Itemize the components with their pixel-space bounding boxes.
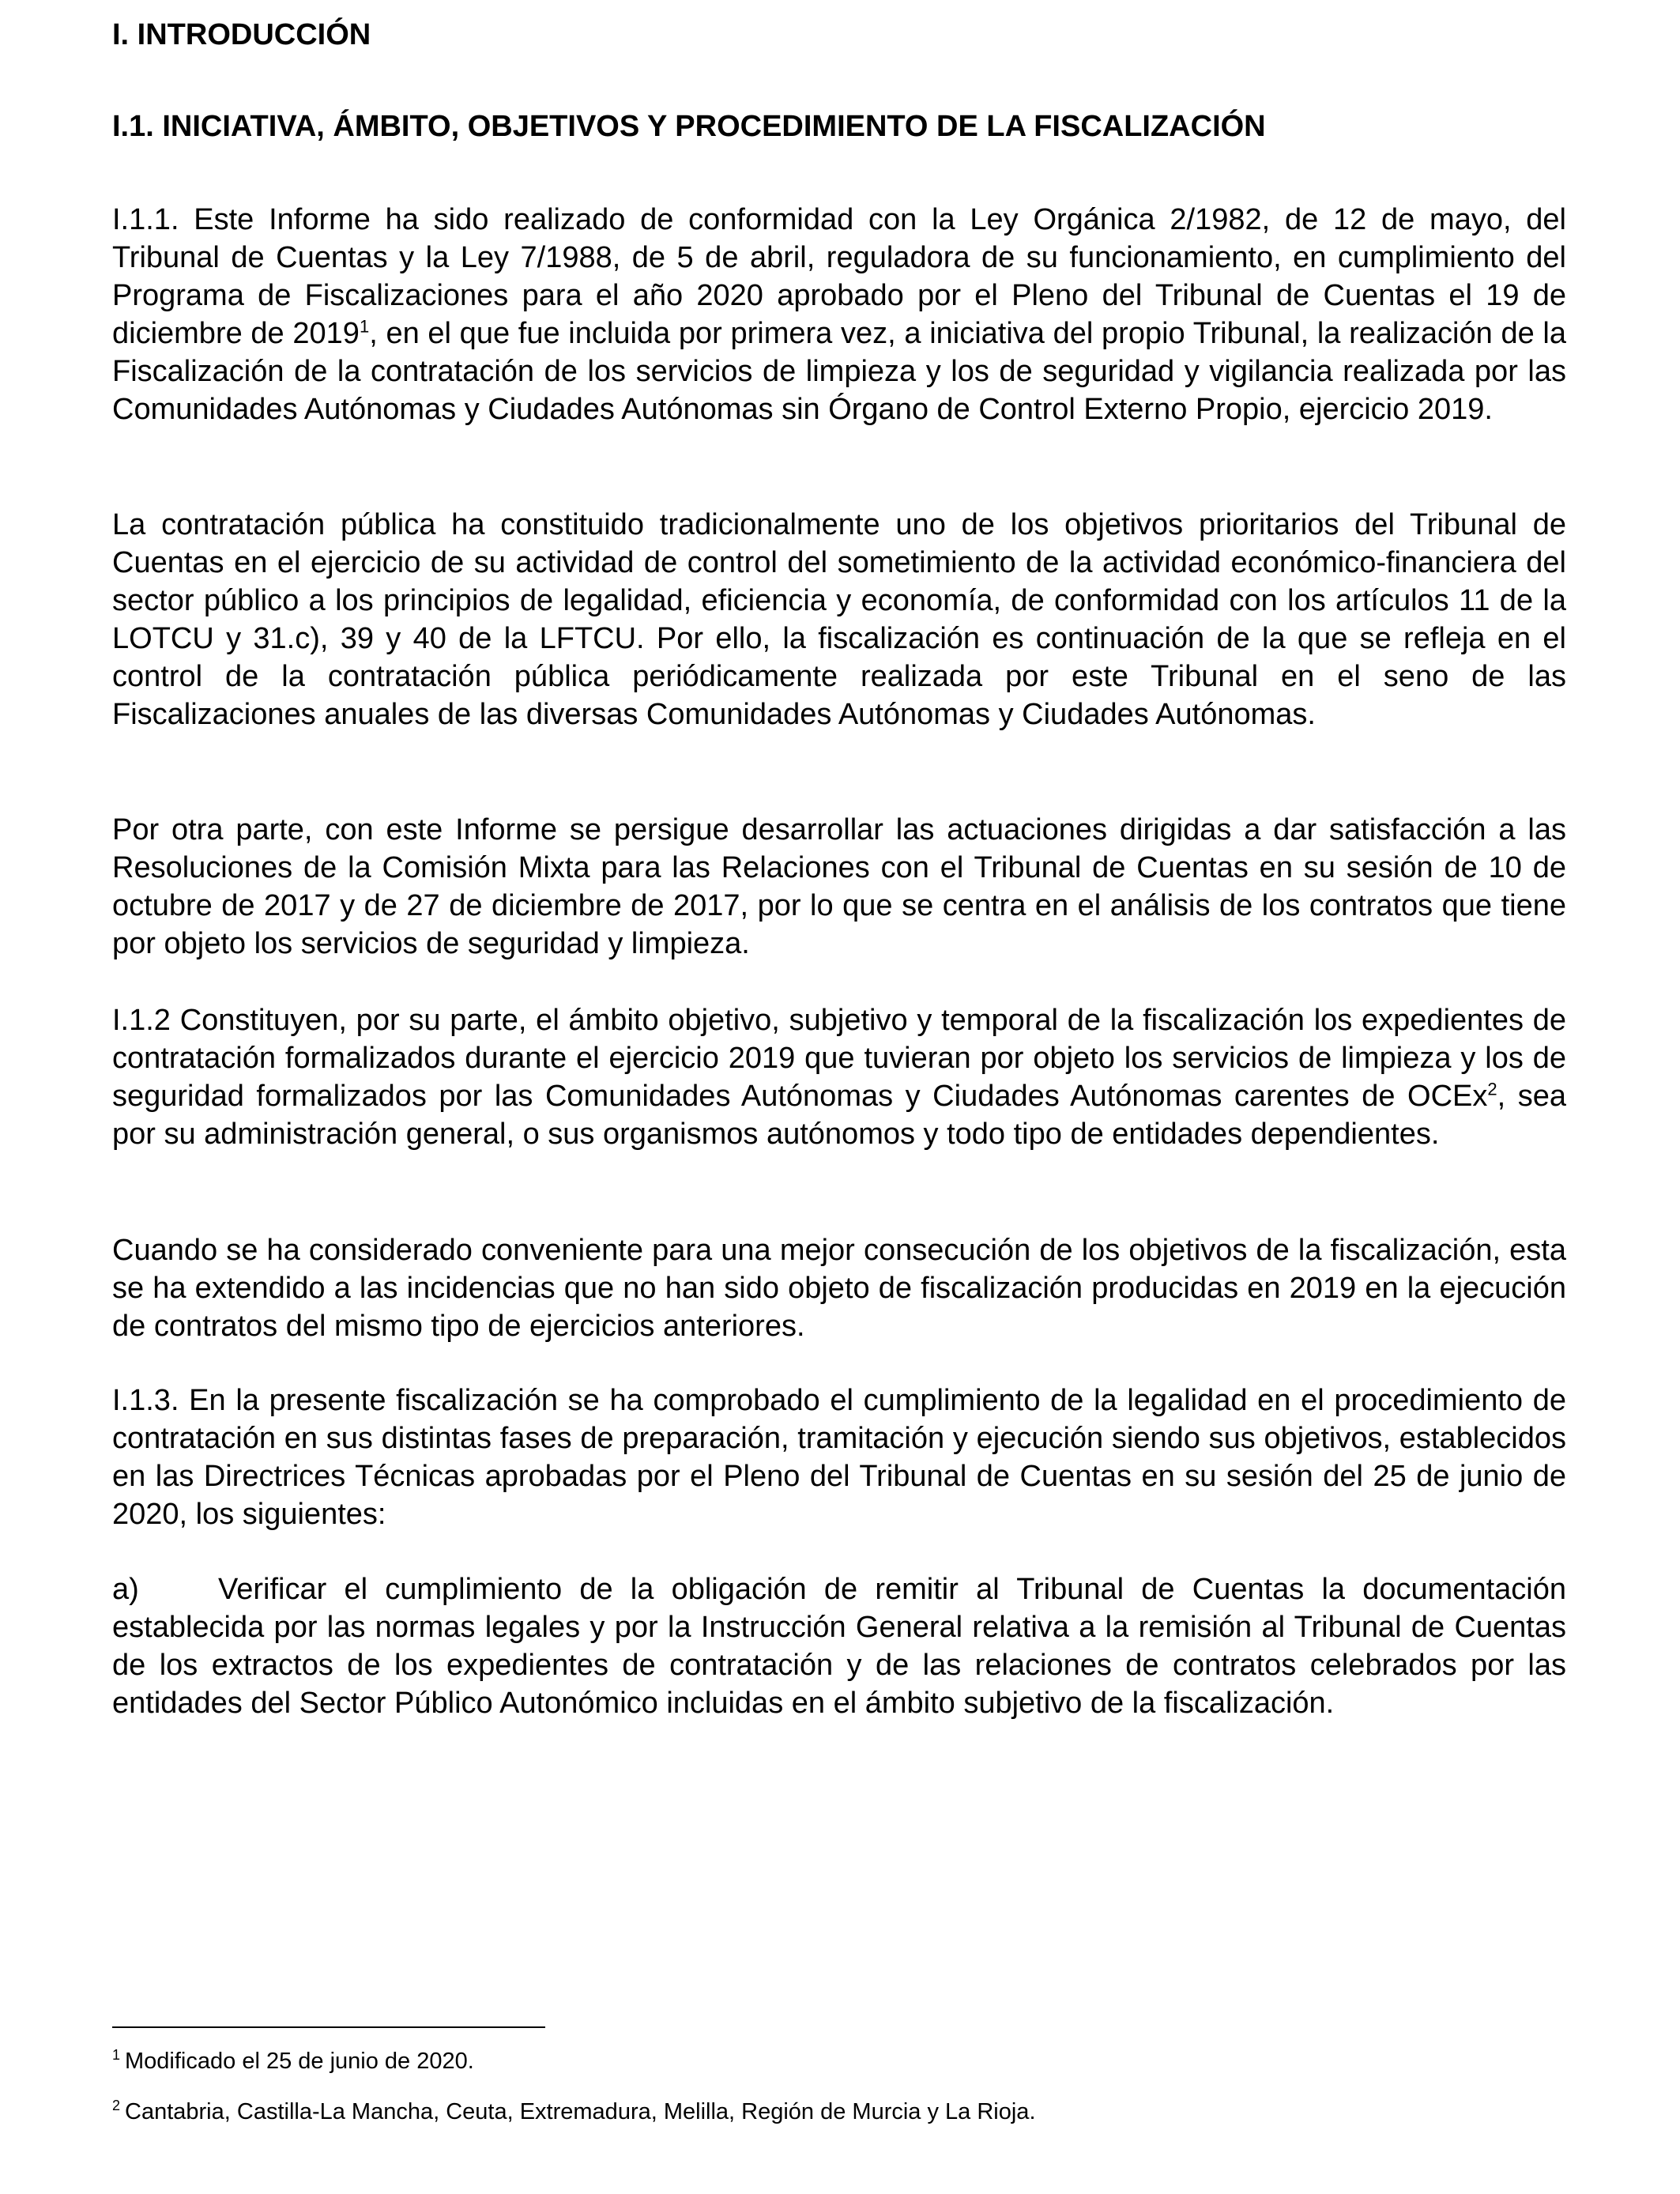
paragraph-1-1-1 <box>112 201 1566 428</box>
subsection-heading: I.1. INICIATIVA, ÁMBITO, OBJETIVOS Y PROCEDIMIENTO DE LA FISCALIZACIÓN <box>112 110 1266 143</box>
paragraph-cuando-se-ha-considerado: Cuando se ha considerado conveniente para una mejor consecución de los objetivos de la fiscalización, esta se ha extendido a las incidencias que no han sido objeto de fiscalización producidas en 2019 en la ejecución de contratos del mismo tipo de ejercicios anteriores. <box>112 1234 1566 1343</box>
paragraph-text: I.1.2 Constituyen, por su parte, el ámbito objetivo, subjetivo y temporal de la fiscalización los expedientes de contratación formalizados durante el ejercicio 2019 que tuvieran por objeto los servicios de limpieza y los de seguridad formalizados por las Comunidades Autónomas y Ciudades Autónomas carentes de OCEx <box>112 1004 1566 1113</box>
list-item-text: Verificar el cumplimiento de la obligación de remitir al Tribunal de Cuentas la documentación establecida por las normas legales y por la Instrucción General relativa a la remisión al Tribunal de Cuentas de los extractos de los expedientes de contratación y de las relaciones de contratos celebrados por las entidades del Sector Público Autonómico incluidas en el ámbito subjetivo de la fiscalización. <box>112 1573 1566 1720</box>
section-heading: I. INTRODUCCIÓN <box>112 18 371 51</box>
paragraph-por-otra-parte: Por otra parte, con este Informe se persigue desarrollar las actuaciones dirigidas a dar satisfacción a las Resoluciones de la Comisión Mixta para las Relaciones con el Tribunal de Cuentas en su sesión de 10 de octubre de 2017 y de 27 de diciembre de 2017, por lo que se centra en el análisis de los contratos que tiene por objeto los servicios de seguridad y limpieza. <box>112 813 1566 960</box>
paragraph-contratacion-publica: La contratación pública ha constituido tradicionalmente uno de los objetivos prioritarios del Tribunal de Cuentas en el ejercicio de su actividad de control del sometimiento de la actividad económico-financiera del sector público a los principios de legalidad, eficiencia y economía, de conformidad con los artículos 11 de la LOTCU y 31.c), 39 y 40 de la LFTCU. Por ello, la fiscalización es continuación de la que se refleja en el control de la contratación pública periódicamente realizada por este Tribunal en el seno de las Fiscalizaciones anuales de las diversas Comunidades Autónomas y Ciudades Autónomas. <box>112 508 1566 731</box>
paragraph-1-1-3: I.1.3. En la presente fiscalización se ha comprobado el cumplimiento de la legalidad en el procedimiento de contratación en sus distintas fases de preparación, tramitación y ejecución siendo sus objetivos, establecidos en las Directrices Técnicas aprobadas por el Pleno del Tribunal de Cuentas en su sesión del 25 de junio de 2020, los siguientes: <box>112 1384 1566 1531</box>
paragraph-1-1-2 <box>112 1001 1566 1153</box>
footnote-mark: 2 <box>112 2098 121 2114</box>
paragraph-text: , en el que fue incluida por primera vez, a iniciativa del propio Tribunal, la realización de la Fiscalización de la contratación de los servicios de limpieza y los de seguridad y vigilancia realizada por las Comunidades Autónomas y Ciudades Autónomas sin Órgano de Control Externo Propio, ejercicio 2019. <box>112 317 1566 426</box>
footnote-1 <box>112 2047 474 2075</box>
footnote-text: Cantabria, Castilla-La Mancha, Ceuta, Extremadura, Melilla, Región de Murcia y La Rioja. <box>125 2099 1036 2124</box>
footnote-ref-1: 1 <box>359 316 370 337</box>
footnote-ref-2: 2 <box>1487 1079 1497 1099</box>
paragraph-text: I.1.1. Este Informe ha sido realizado de conformidad con la Ley Orgánica 2/1982, de 12 de mayo, del Tribunal de Cuentas y la Ley 7/1988, de 5 de abril, reguladora de su funcionamiento, en cumplimiento del Programa de Fiscalizaciones para el año 2020 aprobado por el Pleno del Tribunal de Cuentas el 19 de diciembre de 2019 <box>112 203 1566 350</box>
list-item-label: a) <box>112 1573 139 1606</box>
footnote-2 <box>112 2098 1036 2126</box>
footnote-mark: 1 <box>112 2047 121 2064</box>
list-item-a <box>112 1570 1566 1722</box>
paragraph-text: , sea por su administración general, o sus organismos autónomos y todo tipo de entidades dependientes. <box>112 1080 1566 1151</box>
footnote-separator <box>112 2026 545 2028</box>
footnote-text: Modificado el 25 de junio de 2020. <box>125 2049 474 2074</box>
